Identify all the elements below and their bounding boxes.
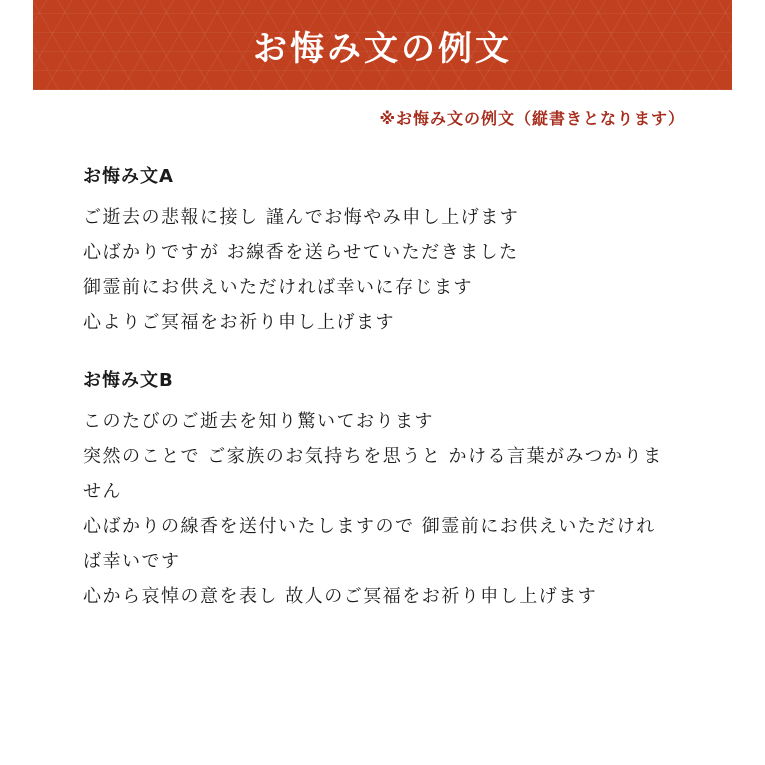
message-line: このたびのご逝去を知り驚いております	[83, 411, 434, 432]
section-title-b: お悔み文B	[83, 370, 174, 391]
message-line: ば幸いです	[83, 551, 181, 572]
message-line: 心ばかりですが お線香を送らせていただきました	[83, 242, 519, 263]
message-line: 心ばかりの線香を送付いたしますので 御霊前にお供えいただけれ	[83, 516, 656, 537]
vertical-writing-note: ※お悔み文の例文（縦書きとなります）	[379, 109, 685, 128]
condolence-example-a	[83, 162, 693, 340]
message-line: 心から哀悼の意を表し 故人のご冥福をお祈り申し上げます	[83, 586, 598, 607]
condolence-example-b	[83, 366, 693, 614]
section-title-a: お悔み文A	[83, 166, 174, 187]
header-banner	[33, 0, 732, 90]
message-line: 突然のことで ご家族のお気持ちを思うと かける言葉がみつかりま	[83, 446, 663, 467]
page-title: お悔み文の例文	[253, 28, 512, 69]
message-line: 心よりご冥福をお祈り申し上げます	[83, 312, 395, 333]
message-line: ご逝去の悲報に接し 謹んでお悔やみ申し上げます	[83, 207, 520, 228]
message-line: せん	[83, 481, 122, 502]
message-line: 御霊前にお供えいただければ幸いに存じます	[83, 277, 473, 298]
